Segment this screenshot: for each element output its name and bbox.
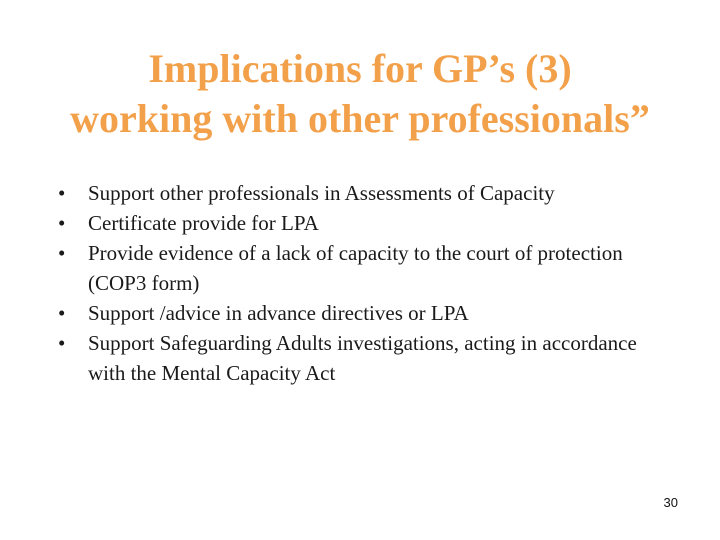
bullet-icon: • <box>58 241 66 265</box>
bullet-icon: • <box>58 211 66 235</box>
bullet-item <box>54 238 664 298</box>
bullet-icon: • <box>58 331 66 355</box>
bullet-text: Support /advice in advance directives or LPA <box>88 301 469 325</box>
bullet-text: Support other professionals in Assessments of Capacity <box>88 181 555 205</box>
bullet-text: Support Safeguarding Adults investigations, acting in accordance with the Mental Capacity Act <box>88 331 637 385</box>
bullet-list <box>54 178 664 388</box>
page-number: 30 <box>663 495 678 510</box>
bullet-text: Provide evidence of a lack of capacity to the court of protection (COP3 form) <box>88 241 623 295</box>
bullet-item <box>54 328 664 388</box>
slide-title-line-2: working with other professionals” <box>70 96 650 141</box>
slide-title <box>20 44 700 144</box>
bullet-item <box>54 178 664 208</box>
bullet-icon: • <box>58 301 66 325</box>
bullet-item <box>54 298 664 328</box>
bullet-item <box>54 208 664 238</box>
bullet-icon: • <box>58 181 66 205</box>
slide-title-line-1: Implications for GP’s (3) <box>148 46 572 91</box>
bullet-text: Certificate provide for LPA <box>88 211 319 235</box>
